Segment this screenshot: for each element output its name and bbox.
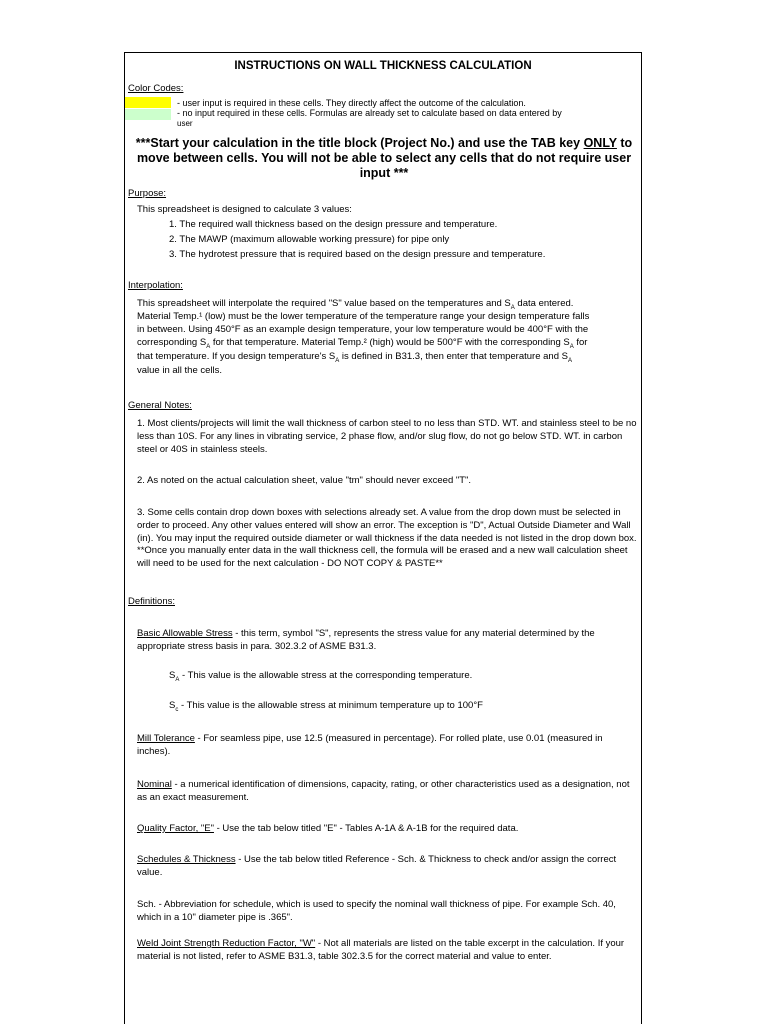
definition-nominal: Nominal - a numerical identification of dimensions, capacity, rating, or other characteristics used as a designation, not as an exact measurement.	[137, 779, 630, 803]
purpose-item: 3. The hydrotest pressure that is required based on the design pressure and temperature.	[169, 249, 546, 260]
general-note-2: 2. As noted on the actual calculation sheet, value "tm" should never exceed "T".	[137, 475, 472, 486]
interp-line: corresponding $S_A$ for that temperature. Material Temp.² (high) would be 500°F with the corresponding $S_A$ for	[137, 337, 588, 350]
definition-schedules: Schedules & Thickness - Use the tab below titled Reference - Sch. & Thickness to check and/or assign the correct value.	[137, 854, 617, 878]
green-swatch	[125, 109, 171, 120]
purpose-heading: Purpose:	[128, 188, 167, 199]
definition-sc: $S_c$ - This value is the allowable stress at minimum temperature up to 100°F	[169, 700, 483, 713]
instruction-sheet	[124, 52, 642, 1024]
tab-key-note	[129, 136, 639, 181]
definition-quality-factor: Quality Factor, "E" - Use the tab below titled "E" - Tables A-1A & A-1B for the required data.	[137, 823, 519, 834]
general-note-3: 3. Some cells contain drop down boxes with selections already set. A value from the drop down must be selected in order to proceed. Any other values entered will show an error. The exception is "D", Actual Outside Diameter and Wall (in). You may input the required outside diameter or wall thickness if the data needed is not listed in the drop down box. **Once you manually enter data in the wall thickness cell, the formula will be erased and a new wall calculation sheet will need to be used for the next calculation - DO NOT COPY & PASTE**	[137, 507, 637, 570]
tab-note-post: to move between cells. You will not be able to select any cells that do not require user input ***	[136, 136, 633, 180]
purpose-intro: This spreadsheet is designed to calculate 3 values:	[137, 204, 352, 215]
definition-weld-joint: Weld Joint Strength Reduction Factor, "W" - Not all materials are listed on the table excerpt in the calculation. If your material is not listed, refer to ASME B31.3, table 302.3.5 for the correct material and value to enter.	[137, 938, 625, 962]
interp-line: Material Temp.¹ (low) must be the lower temperature of the temperature range your design temperature falls	[137, 311, 590, 322]
interp-line: that temperature. If you design temperature's $S_A$ is defined in B31.3, then enter that temperature and $S_A$	[137, 351, 572, 364]
definition-sch: Sch. - Abbreviation for schedule, which is used to specify the nominal wall thickness of pipe. For example Sch. 40, which in a 10" diameter pipe is .365".	[137, 899, 616, 923]
green-code-text-2: user	[177, 119, 193, 128]
color-codes-heading: Color Codes:	[128, 83, 184, 94]
yellow-code-text: - user input is required in these cells. They directly affect the outcome of the calculation.	[177, 98, 526, 108]
general-note-1: 1. Most clients/projects will limit the wall thickness of carbon steel to no less than STD. WT. and stainless steel to be no less than 10S. For any lines in vibrating service, 2 phase flow, and/or slug flow, do not go below STD. WT. in carbon steel or 40S in stainless steels.	[137, 418, 637, 455]
document-title: INSTRUCTIONS ON WALL THICKNESS CALCULATION	[234, 60, 532, 72]
tab-note-only: ONLY	[583, 136, 617, 150]
definition-basic-allowable-stress: Basic Allowable Stress - this term, symbol "S", represents the stress value for any material determined by the appropriate stress basis in para. 302.3.2 of ASME B31.3.	[137, 628, 595, 652]
purpose-item: 1. The required wall thickness based on the design pressure and temperature.	[169, 219, 498, 230]
interp-line: value in all the cells.	[137, 365, 223, 376]
yellow-swatch	[125, 97, 171, 108]
interpolation-heading: Interpolation:	[128, 280, 183, 291]
purpose-item: 2. The MAWP (maximum allowable working pressure) for pipe only	[169, 234, 450, 245]
tab-note-pre: ***Start your calculation in the title block (Project No.) and use the TAB key	[135, 136, 584, 150]
interp-line: in between. Using 450°F as an example design temperature, your low temperature would be 400°F with the	[137, 324, 589, 335]
definition-mill-tolerance: Mill Tolerance - For seamless pipe, use 12.5 (measured in percentage). For rolled plate, use 0.01 (measured in inches).	[137, 733, 603, 757]
interp-line: This spreadsheet will interpolate the required "S" value based on the temperatures and $S_A$ data entered.	[137, 298, 574, 311]
definitions-heading: Definitions:	[128, 596, 175, 607]
definition-sa: $S_A$ - This value is the allowable stress at the corresponding temperature.	[169, 670, 473, 683]
green-code-text-1: - no input required in these cells. Formulas are already set to calculate based on data entered by	[177, 108, 562, 118]
general-notes-heading: General Notes:	[128, 400, 192, 411]
